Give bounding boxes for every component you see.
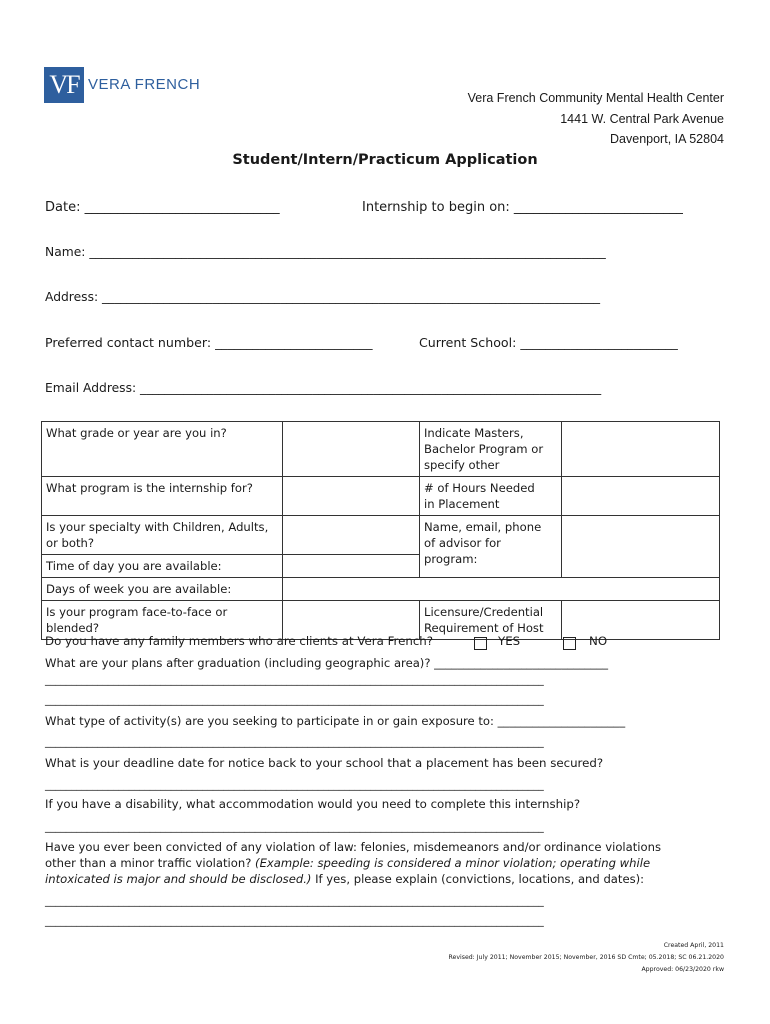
licensure-input-cell[interactable] bbox=[562, 601, 720, 640]
name-field[interactable]: Name: ____________________________________________________________________________________ bbox=[45, 245, 606, 259]
licensure-label: Licensure/Credential Requirement of Host bbox=[420, 601, 562, 640]
conviction-example: (Example: speeding is considered a minor violation; operating while bbox=[255, 856, 651, 870]
form-title: Student/Intern/Practicum Application bbox=[232, 152, 538, 168]
email-field[interactable]: Email Address: ___________________________________________________________________________ bbox=[45, 381, 602, 395]
disability-answer-line[interactable]: _______________________________________________________________________________________________ bbox=[45, 821, 544, 833]
program-input-cell[interactable] bbox=[283, 477, 420, 516]
footer-revised: Revised: July 2011; November 2015; November, 2016 SD Cmte; 05.2018; SC 06.21.2020 bbox=[448, 954, 724, 961]
activity-question[interactable]: What type of activity(s) are you seeking to participate in or gain exposure to: ______________________ bbox=[45, 714, 626, 728]
footer-approved: Approved: 06/23/2020 rkw bbox=[641, 966, 724, 973]
hours-label: # of Hours Needed in Placement bbox=[420, 477, 562, 516]
conviction-explain: If yes, please explain (convictions, locations, and dates): bbox=[311, 872, 645, 886]
time-of-day-input-cell[interactable] bbox=[283, 555, 420, 578]
yes-checkbox[interactable] bbox=[474, 637, 487, 650]
no-checkbox[interactable] bbox=[563, 637, 576, 650]
address-line-2: 1441 W. Central Park Avenue bbox=[560, 112, 724, 126]
grade-input-cell[interactable] bbox=[283, 422, 420, 477]
degree-input-cell[interactable] bbox=[562, 422, 720, 477]
logo-name: VERA FRENCH bbox=[88, 76, 201, 93]
days-label: Days of week you are available: bbox=[42, 578, 283, 601]
hours-input-cell[interactable] bbox=[562, 477, 720, 516]
conviction-text: other than a minor traffic violation? bbox=[45, 856, 256, 870]
face-to-face-label: Is your program face-to-face or blended? bbox=[42, 601, 283, 640]
internship-begin-field[interactable]: Internship to begin on: __________________________ bbox=[362, 200, 683, 215]
grade-label: What grade or year are you in? bbox=[42, 422, 283, 477]
plans-answer-line-2[interactable]: _______________________________________________________________________________________________ bbox=[45, 694, 544, 706]
advisor-input-cell[interactable] bbox=[562, 516, 720, 578]
degree-label: Indicate Masters, Bachelor Program or specify other bbox=[420, 422, 562, 477]
footer-created: Created April, 2011 bbox=[663, 942, 724, 949]
address-line-3: Davenport, IA 52804 bbox=[610, 132, 724, 146]
conviction-question-line-3 bbox=[45, 872, 644, 886]
yes-label: YES bbox=[498, 634, 521, 648]
deadline-answer-line[interactable]: _______________________________________________________________________________________________ bbox=[45, 779, 544, 791]
days-input-cell[interactable] bbox=[283, 578, 720, 601]
address-line-1: Vera French Community Mental Health Center bbox=[467, 91, 724, 105]
advisor-label: Name, email, phone of advisor for program: bbox=[420, 516, 562, 578]
conviction-question-line-2 bbox=[45, 856, 650, 870]
no-label: NO bbox=[589, 634, 608, 648]
info-table bbox=[41, 421, 720, 640]
deadline-question: What is your deadline date for notice back to your school that a placement has been secured? bbox=[45, 756, 604, 770]
current-school-field[interactable]: Current School: _________________________ bbox=[419, 335, 678, 350]
family-question: Do you have any family members who are clients at Vera French? bbox=[45, 634, 434, 648]
conviction-question-line-1: Have you ever been convicted of any violation of law: felonies, misdemeanors and/or ordinance violations bbox=[45, 840, 661, 854]
conviction-answer-line-2[interactable]: _______________________________________________________________________________________________ bbox=[45, 915, 544, 927]
plans-question[interactable]: What are your plans after graduation (including geographic area)? ______________________________ bbox=[45, 656, 609, 670]
time-of-day-label: Time of day you are available: bbox=[42, 555, 283, 578]
logo-mark: VF bbox=[44, 67, 84, 103]
plans-answer-line-1[interactable]: _______________________________________________________________________________________________ bbox=[45, 674, 544, 686]
contact-number-field[interactable]: Preferred contact number: _________________________ bbox=[45, 335, 373, 350]
disability-question: If you have a disability, what accommodation would you need to complete this internship? bbox=[45, 797, 581, 811]
activity-answer-line[interactable]: _______________________________________________________________________________________________ bbox=[45, 736, 544, 748]
address-field[interactable]: Address: _________________________________________________________________________________ bbox=[45, 290, 601, 304]
specialty-label: Is your specialty with Children, Adults, or both? bbox=[42, 516, 283, 555]
program-label: What program is the internship for? bbox=[42, 477, 283, 516]
conviction-answer-line-1[interactable]: _______________________________________________________________________________________________ bbox=[45, 895, 544, 907]
date-field[interactable]: Date: ______________________________ bbox=[45, 200, 280, 215]
conviction-example-cont: intoxicated is major and should be disclosed.) bbox=[45, 872, 312, 886]
specialty-input-cell[interactable] bbox=[283, 516, 420, 555]
